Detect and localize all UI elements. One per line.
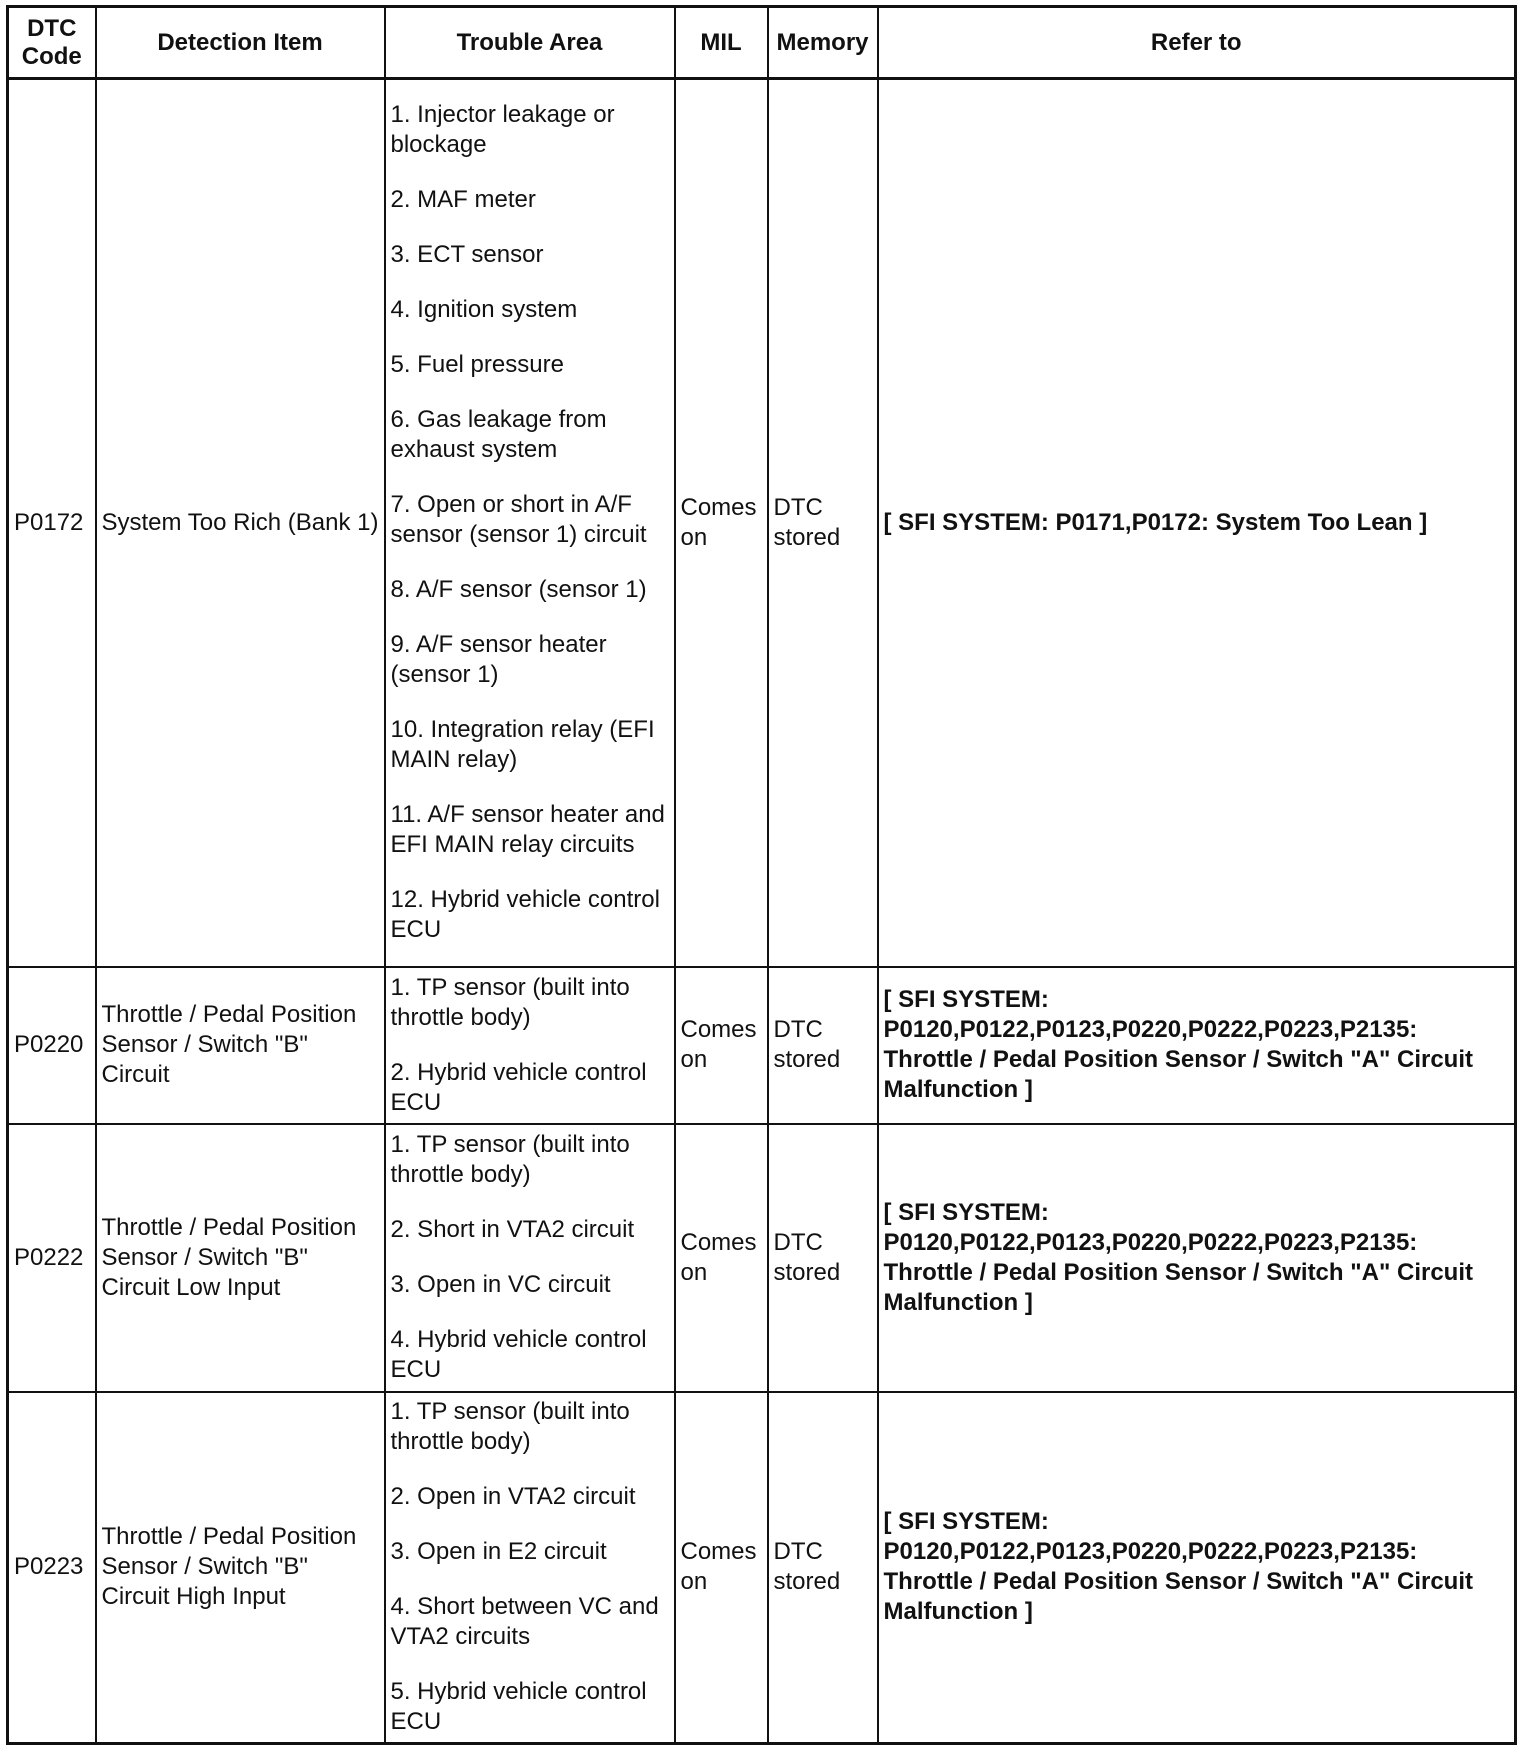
trouble-area-list bbox=[391, 100, 669, 945]
trouble-area-item: 5. Fuel pressure bbox=[390, 351, 564, 379]
trouble-area-item: 1. TP sensor (built into throttle body) bbox=[390, 1398, 630, 1456]
header-memory: Memory bbox=[768, 7, 878, 79]
header-trouble-area: Trouble Area bbox=[385, 7, 675, 79]
memory-cell: DTC stored bbox=[768, 1124, 878, 1392]
trouble-area-item: 4. Ignition system bbox=[390, 296, 578, 324]
mil-cell: Comes on bbox=[675, 1392, 768, 1744]
mil-cell: Comes on bbox=[675, 1124, 768, 1392]
trouble-area-item: 3. Open in E2 circuit bbox=[390, 1538, 607, 1566]
trouble-area-cell bbox=[385, 967, 675, 1124]
header-refer-to: Refer to bbox=[878, 7, 1516, 79]
trouble-area-list bbox=[391, 1397, 669, 1737]
trouble-area-item: 2. Short in VTA2 circuit bbox=[390, 1216, 635, 1243]
trouble-area-item: 2. MAF meter bbox=[390, 186, 536, 214]
mil-cell: Comes on bbox=[675, 967, 768, 1124]
mil-cell: Comes on bbox=[675, 79, 768, 967]
memory-cell: DTC stored bbox=[768, 1392, 878, 1744]
trouble-area-item: 6. Gas leakage from exhaust system bbox=[390, 406, 607, 464]
table-header-row bbox=[8, 7, 1516, 79]
detection-item-cell: Throttle / Pedal Position Sensor / Switch "B" Circuit bbox=[96, 967, 385, 1124]
header-dtc-code: DTC Code bbox=[8, 7, 96, 79]
table-row bbox=[8, 967, 1516, 1124]
trouble-area-item: 2. Open in VTA2 circuit bbox=[390, 1483, 636, 1511]
memory-cell: DTC stored bbox=[768, 967, 878, 1124]
refer-to-link[interactable]: [ SFI SYSTEM: P0120,P0122,P0123,P0220,P0222,P0223,P2135: Throttle / Pedal Position Sensor / Switch "A" Circuit Malfunction ] bbox=[878, 1392, 1516, 1744]
memory-cell: DTC stored bbox=[768, 79, 878, 967]
trouble-area-item: 5. Hybrid vehicle control ECU bbox=[390, 1678, 647, 1736]
dtc-code-cell: P0222 bbox=[8, 1124, 96, 1392]
trouble-area-item: 3. ECT sensor bbox=[390, 241, 544, 269]
trouble-area-item: 7. Open or short in A/F sensor (sensor 1) circuit bbox=[390, 491, 647, 549]
dtc-table bbox=[6, 5, 1517, 1745]
trouble-area-cell bbox=[385, 1392, 675, 1744]
refer-to-link[interactable]: [ SFI SYSTEM: P0120,P0122,P0123,P0220,P0222,P0223,P2135: Throttle / Pedal Position Sensor / Switch "A" Circuit Malfunction ] bbox=[878, 1124, 1516, 1392]
trouble-area-cell bbox=[385, 1124, 675, 1392]
trouble-area-list bbox=[391, 973, 669, 1118]
trouble-area-item: 11. A/F sensor heater and EFI MAIN relay circuits bbox=[390, 801, 665, 859]
trouble-area-item: 1. TP sensor (built into throttle body) bbox=[390, 1131, 630, 1188]
refer-to-link[interactable]: [ SFI SYSTEM: P0120,P0122,P0123,P0220,P0222,P0223,P2135: Throttle / Pedal Position Sensor / Switch "A" Circuit Malfunction ] bbox=[878, 967, 1516, 1124]
detection-item-cell: Throttle / Pedal Position Sensor / Switch "B" Circuit Low Input bbox=[96, 1124, 385, 1392]
detection-item-cell: System Too Rich (Bank 1) bbox=[96, 79, 385, 967]
trouble-area-item: 4. Short between VC and VTA2 circuits bbox=[390, 1593, 659, 1651]
refer-to-link[interactable]: [ SFI SYSTEM: P0171,P0172: System Too Lean ] bbox=[878, 79, 1516, 967]
trouble-area-item: 12. Hybrid vehicle control ECU bbox=[390, 886, 660, 944]
dtc-code-cell: P0220 bbox=[8, 967, 96, 1124]
trouble-area-item: 1. Injector leakage or blockage bbox=[390, 101, 615, 159]
trouble-area-cell bbox=[385, 79, 675, 967]
detection-item-cell: Throttle / Pedal Position Sensor / Switch "B" Circuit High Input bbox=[96, 1392, 385, 1744]
header-mil: MIL bbox=[675, 7, 768, 79]
trouble-area-item: 3. Open in VC circuit bbox=[390, 1271, 611, 1298]
trouble-area-item: 1. TP sensor (built into throttle body) bbox=[390, 973, 630, 1031]
trouble-area-item: 2. Hybrid vehicle control ECU bbox=[390, 1058, 647, 1116]
table-row bbox=[8, 79, 1516, 967]
trouble-area-item: 4. Hybrid vehicle control ECU bbox=[390, 1326, 647, 1383]
dtc-code-cell: P0223 bbox=[8, 1392, 96, 1744]
trouble-area-item: 9. A/F sensor heater (sensor 1) bbox=[390, 631, 607, 689]
trouble-area-item: 10. Integration relay (EFI MAIN relay) bbox=[390, 716, 655, 774]
table-row bbox=[8, 1124, 1516, 1392]
table-row bbox=[8, 1392, 1516, 1744]
header-detection-item: Detection Item bbox=[96, 7, 385, 79]
trouble-area-list bbox=[391, 1130, 669, 1385]
trouble-area-item: 8. A/F sensor (sensor 1) bbox=[390, 576, 647, 604]
dtc-code-cell: P0172 bbox=[8, 79, 96, 967]
